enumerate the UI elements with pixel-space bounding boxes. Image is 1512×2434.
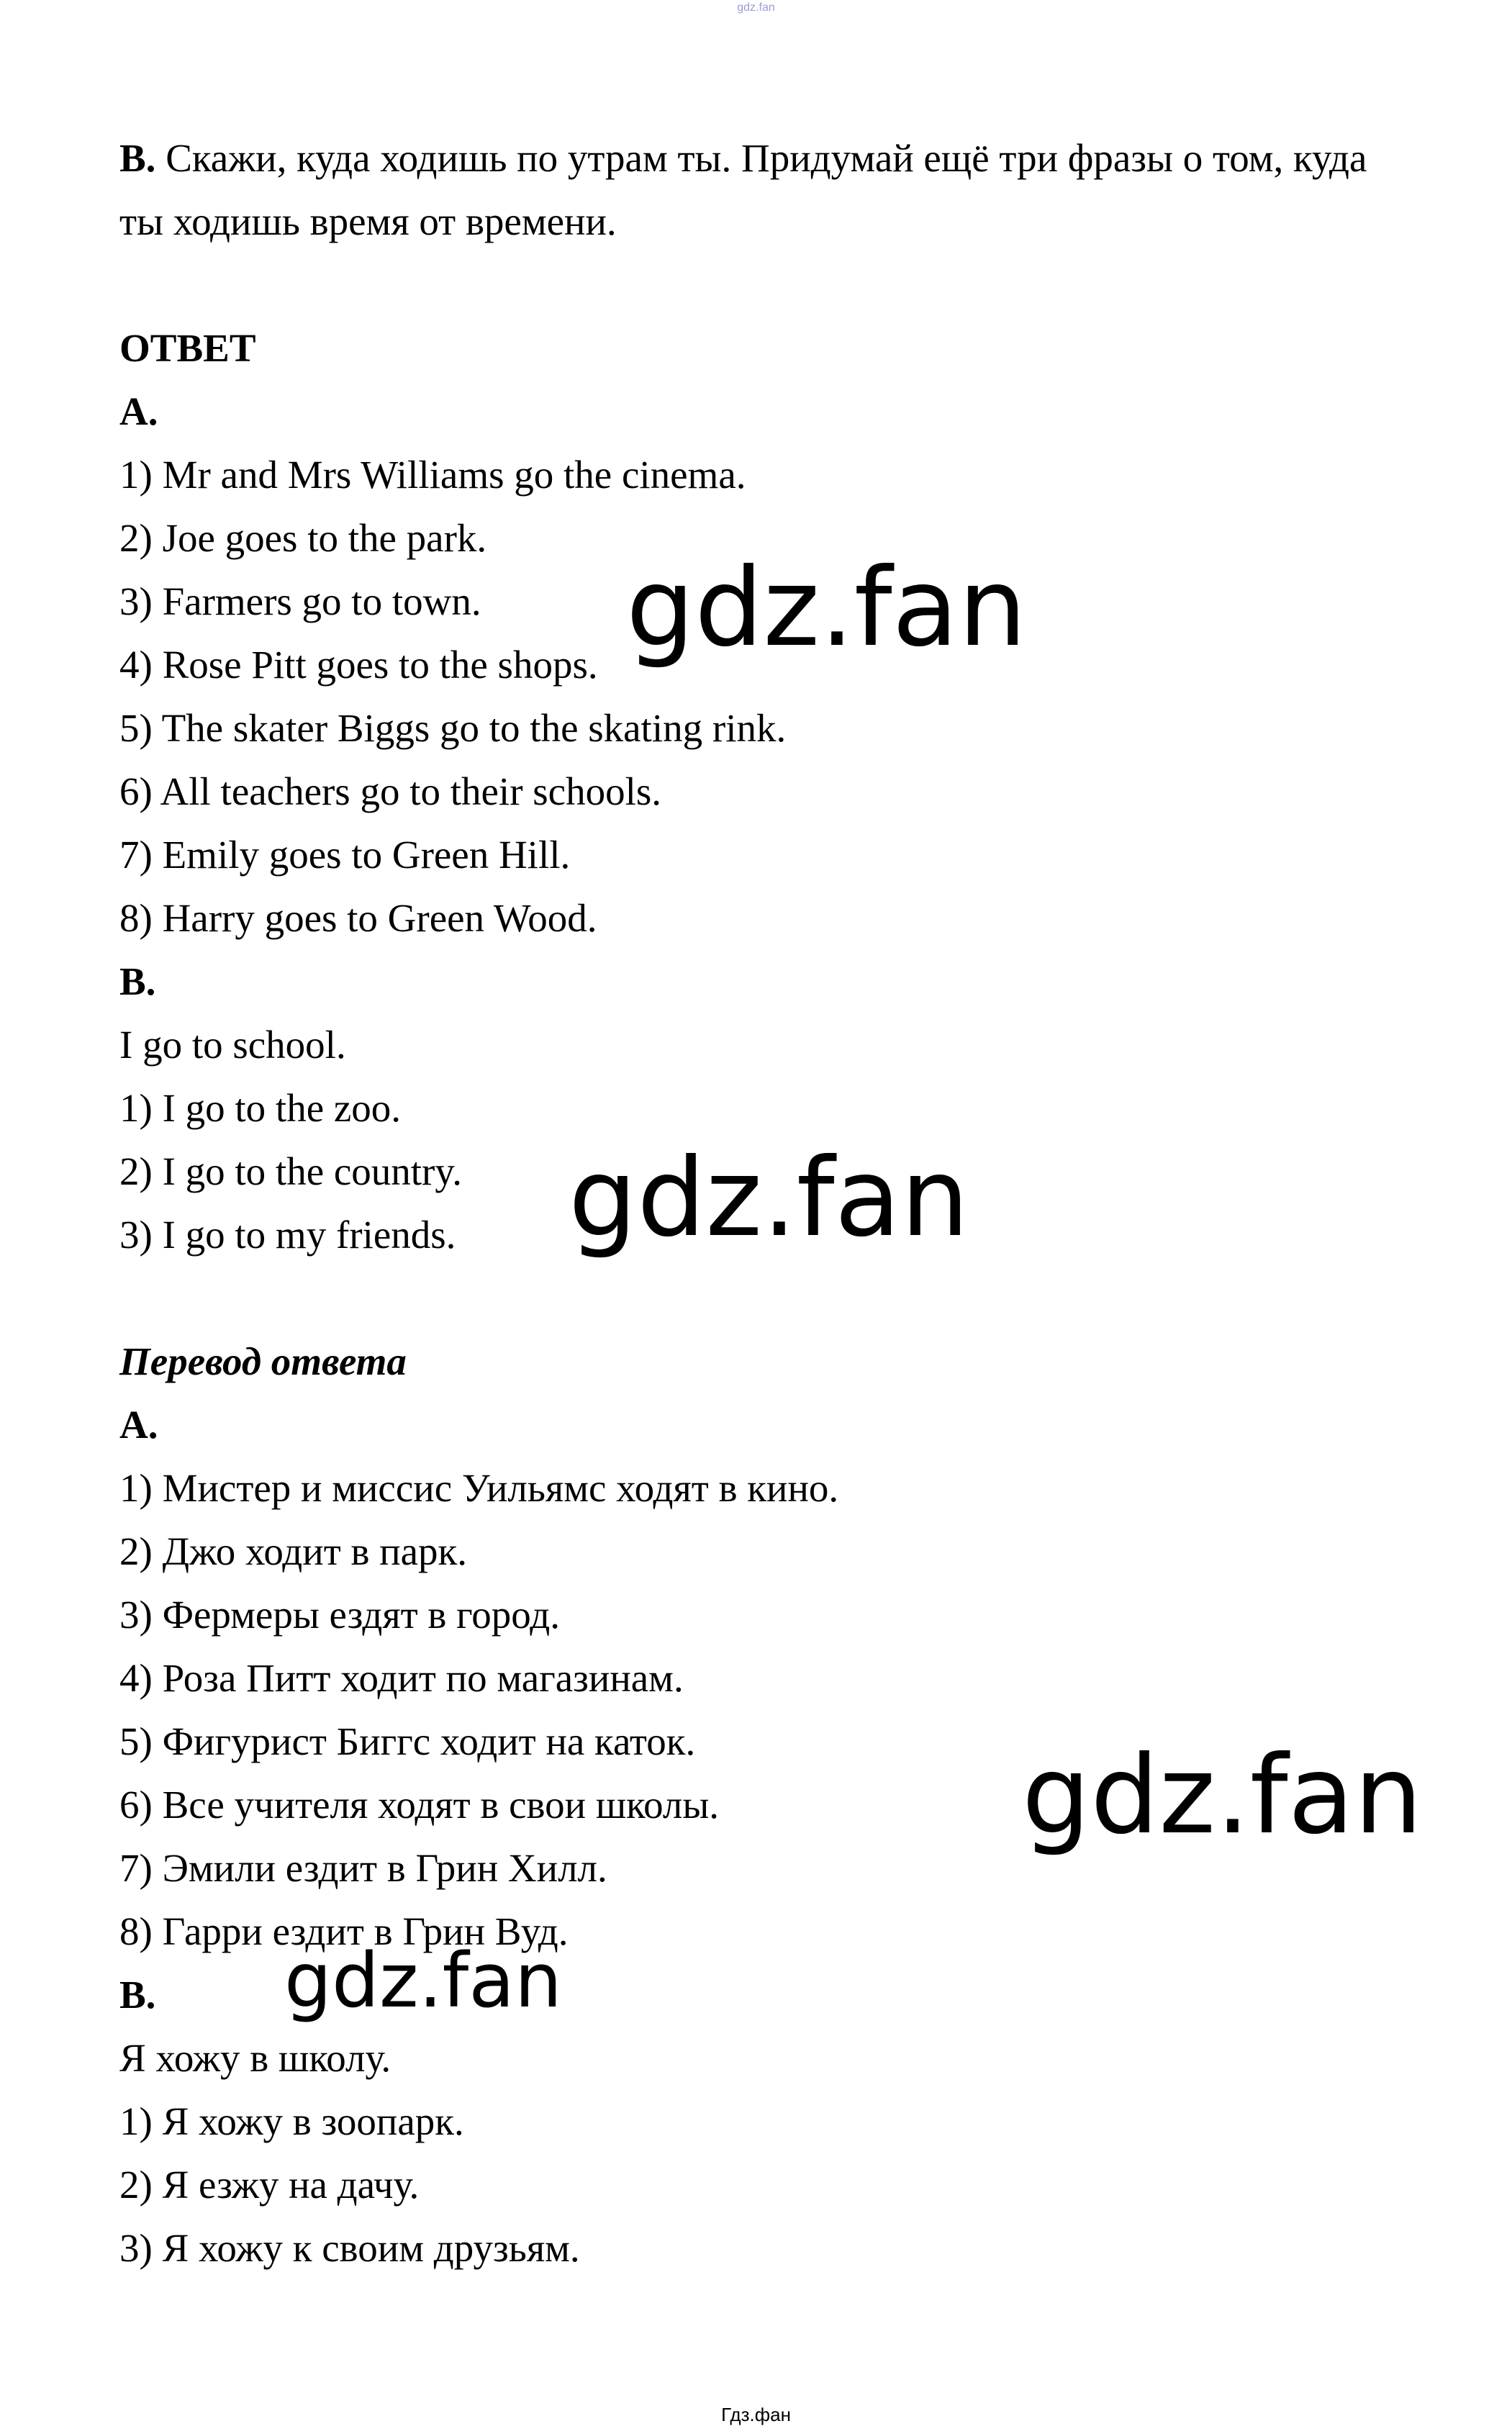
answer-a-line: 7) Emily goes to Green Hill.	[119, 833, 571, 877]
answer-a-line: 4) Rose Pitt goes to the shops.	[119, 643, 598, 687]
answer-part-a-label: A.	[119, 389, 158, 433]
answer-title: ОТВЕТ	[119, 326, 256, 370]
task-text: Скажи, куда ходишь по утрам ты. Придумай ещё три фразы о том, куда ты ходишь время от времени.	[119, 136, 1367, 243]
translation-b-line: 2) Я езжу на дачу.	[119, 2163, 420, 2207]
footer-text: Гдз.фан	[721, 2404, 791, 2425]
translation-a-line: 6) Все учителя ходят в свои школы.	[119, 1783, 720, 1827]
translation-a-line: 3) Фермеры ездят в город.	[119, 1593, 560, 1637]
translation-a-line: 2) Джо ходит в парк.	[119, 1529, 468, 1573]
spacer	[119, 1267, 1415, 1330]
translation-part-a-label: A.	[119, 1403, 158, 1447]
translation-a-line: 5) Фигурист Биггс ходит на каток.	[119, 1719, 696, 1763]
answer-b-line: 1) I go to the zoo.	[119, 1086, 402, 1130]
answer-b-line: I go to school.	[119, 1023, 346, 1067]
answer-a-line: 6) All teachers go to their schools.	[119, 769, 662, 813]
answer-b-line: 2) I go to the country.	[119, 1149, 463, 1193]
answer-a-line: 2) Joe goes to the park.	[119, 516, 487, 560]
answer-a-line: 3) Farmers go to town.	[119, 579, 481, 623]
translation-a-line: 4) Роза Питт ходит по магазинам.	[119, 1656, 684, 1700]
task-instruction	[119, 127, 1408, 253]
translation-b-line: 3) Я хожу к своим друзьям.	[119, 2226, 580, 2270]
watermark: gdz.fan	[284, 1937, 562, 2024]
answer-a-line: 5) The skater Biggs go to the skating rink.	[119, 706, 787, 750]
translation-b-line: 1) Я хожу в зоопарк.	[119, 2099, 464, 2143]
translation-part-b-label: B.	[119, 1973, 156, 2017]
watermark: gdz.fan	[626, 546, 1027, 671]
translation-a-line: 7) Эмили ездит в Грин Хилл.	[119, 1846, 607, 1890]
answer-part-b-label: B.	[119, 959, 156, 1003]
answer-a-line: 1) Mr and Mrs Williams go the cinema.	[119, 453, 746, 497]
answer-b-line: 3) I go to my friends.	[119, 1213, 456, 1257]
header-watermark: gdz.fan	[737, 1, 775, 14]
watermark: gdz.fan	[1022, 1733, 1423, 1858]
task-label: B.	[119, 136, 156, 180]
spacer	[119, 253, 1415, 317]
translation-b-line: Я хожу в школу.	[119, 2036, 391, 2080]
watermark: gdz.fan	[569, 1136, 969, 1261]
translation-a-line: 8) Гарри ездит в Грин Вуд.	[119, 1909, 569, 1953]
answer-a-line: 8) Harry goes to Green Wood.	[119, 896, 597, 940]
translation-title: Перевод ответа	[119, 1339, 407, 1383]
translation-a-line: 1) Мистер и миссис Уильямс ходят в кино.	[119, 1466, 839, 1510]
